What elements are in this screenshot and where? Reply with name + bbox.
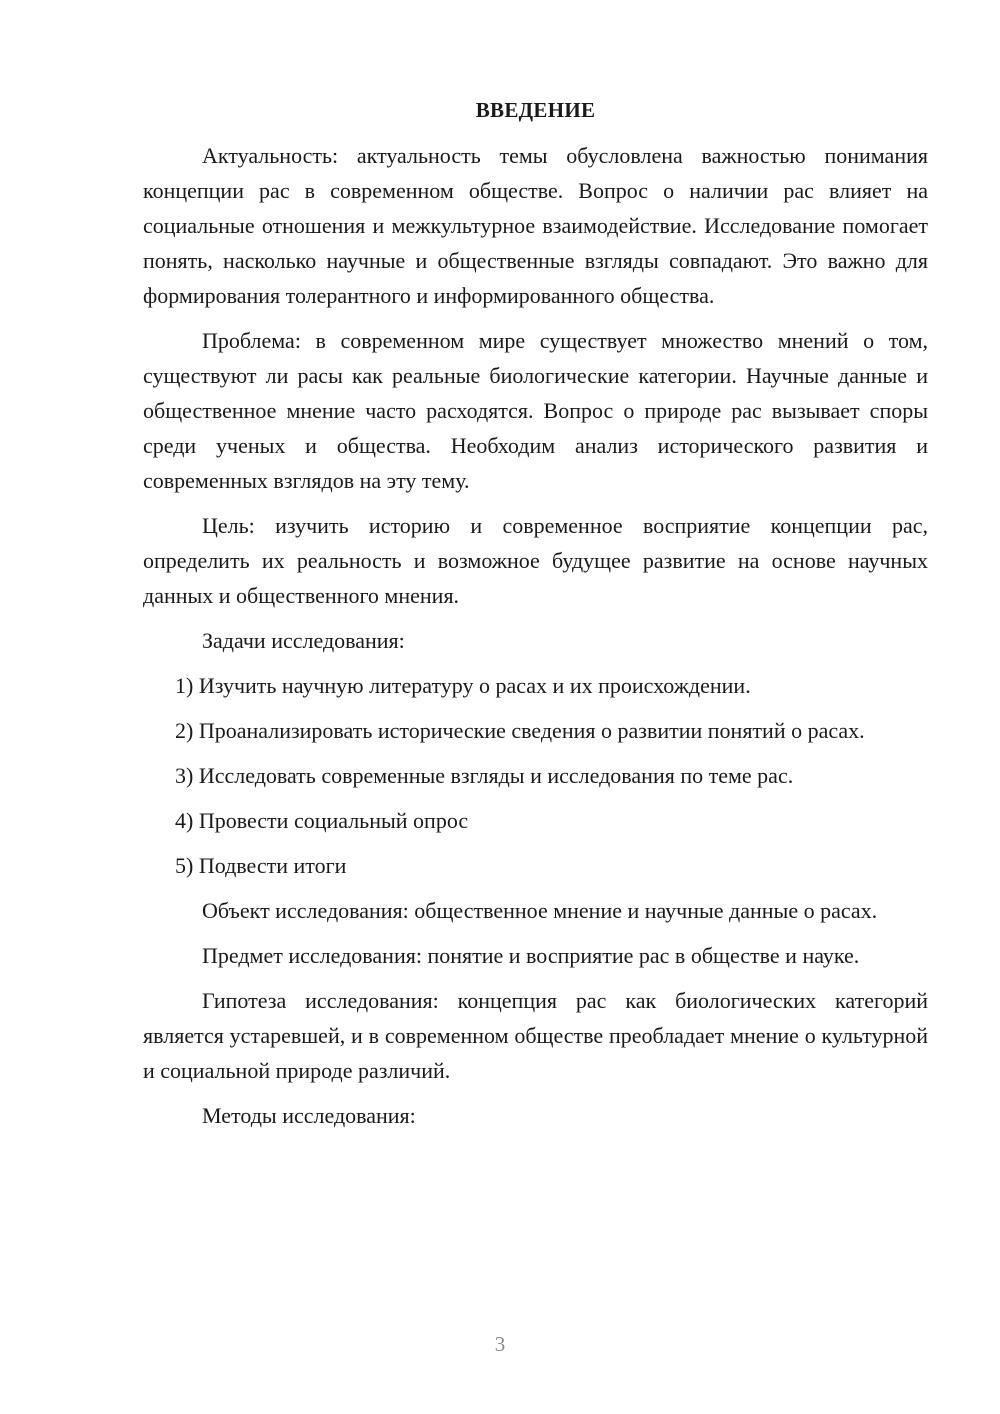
paragraph-goal: Цель: изучить историю и современное восприятие концепции рас, определить их реальность и возможное будущее развитие на основе научных данных и общественного мнения.: [143, 513, 928, 608]
paragraph-problem: Проблема: в современном мире существует множество мнений о том, существуют ли расы как реальные биологические категории. Научные данные и общественное мнение часто расходятся. Вопрос о природе рас вызывает споры среди ученых и общества. Необходим анализ исторического развития и современных взглядов на эту тему.: [143, 328, 928, 493]
list-item: 5) Подвести итоги: [175, 853, 347, 878]
list-item: 2) Проанализировать исторические сведения о развитии понятий о расах.: [175, 718, 865, 743]
paragraph-relevance: Актуальность: актуальность темы обусловлена важностью понимания концепции рас в современном обществе. Вопрос о наличии рас влияет на социальные отношения и межкультурное взаимодействие. Исследование помогает понять, насколько научные и общественные взгляды совпадают. Это важно для формирования толерантного и информированного общества.: [143, 143, 928, 308]
page-number: 3: [494, 1332, 506, 1356]
paragraph-object: Объект исследования: общественное мнение и научные данные о расах.: [202, 898, 878, 923]
list-item: 4) Провести социальный опрос: [175, 808, 469, 833]
paragraph-hypothesis: Гипотеза исследования: концепция рас как биологических категорий является устаревшей, и в современном обществе преобладает мнение о культурной и социальной природе различий.: [143, 988, 928, 1083]
tasks-heading: Задачи исследования:: [202, 628, 405, 653]
list-item: 3) Исследовать современные взгляды и исследования по теме рас.: [175, 763, 794, 788]
page-title: ВВЕДЕНИЕ: [475, 98, 596, 122]
list-item: 1) Изучить научную литературу о расах и их происхождении.: [175, 673, 751, 698]
methods-heading: Методы исследования:: [202, 1103, 416, 1128]
paragraph-subject: Предмет исследования: понятие и восприятие рас в обществе и науке.: [202, 943, 860, 968]
page-content: [143, 93, 928, 1133]
tasks-list: [143, 668, 928, 883]
